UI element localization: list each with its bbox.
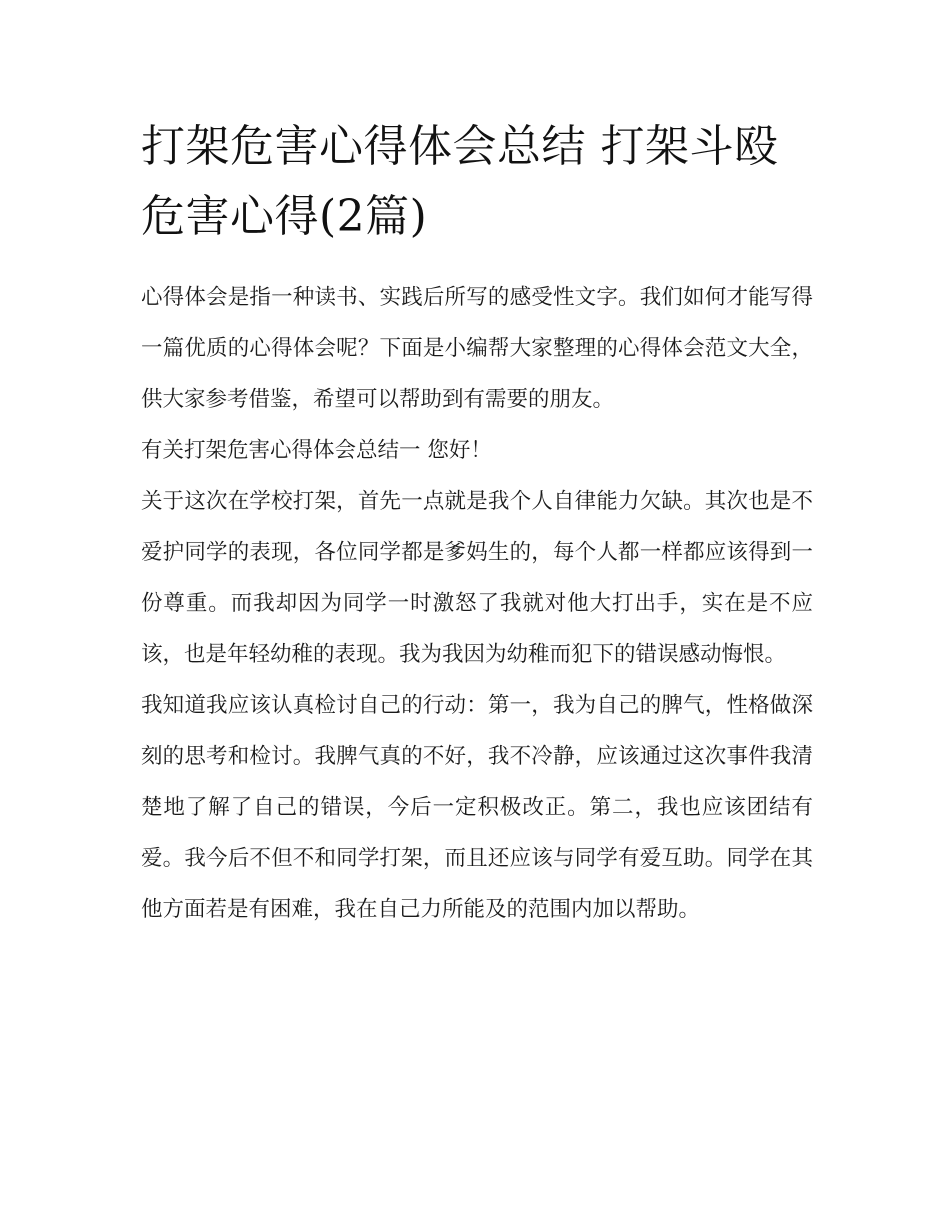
document-page [141, 112, 813, 935]
document-title: 打架危害心得体会总结 打架斗殴危害心得(2篇) [141, 121, 779, 242]
section-heading-paragraph: 有关打架危害心得体会总结一 您好！ [141, 438, 492, 463]
body-paragraph-1: 关于这次在学校打架，首先一点就是我个人自律能力欠缺。其次也是不爱护同学的表现，各位同学都是爹妈生的，每个人都一样都应该得到一份尊重。而我却因为同学一时激怒了我就对他大打出手，实在是不应该，也是年轻幼稚的表现。我为我因为幼稚而犯下的错误感动悔恨。 [141, 489, 813, 667]
intro-paragraph: 心得体会是指一种读书、实践后所写的感受性文字。我们如何才能写得一篇优质的心得体会呢？下面是小编帮大家整理的心得体会范文大全，供大家参考借鉴，希望可以帮助到有需要的朋友。 [141, 285, 813, 412]
body-paragraph-2: 我知道我应该认真检讨自己的行动：第一，我为自己的脾气，性格做深刻的思考和检讨。我脾气真的不好，我不冷静，应该通过这次事件我清楚地了解了自己的错误，今后一定积极改正。第二，我也应该团结有爱。我今后不但不和同学打架，而且还应该与同学有爱互助。同学在其他方面若是有困难，我在自己力所能及的范围内加以帮助。 [141, 693, 813, 922]
